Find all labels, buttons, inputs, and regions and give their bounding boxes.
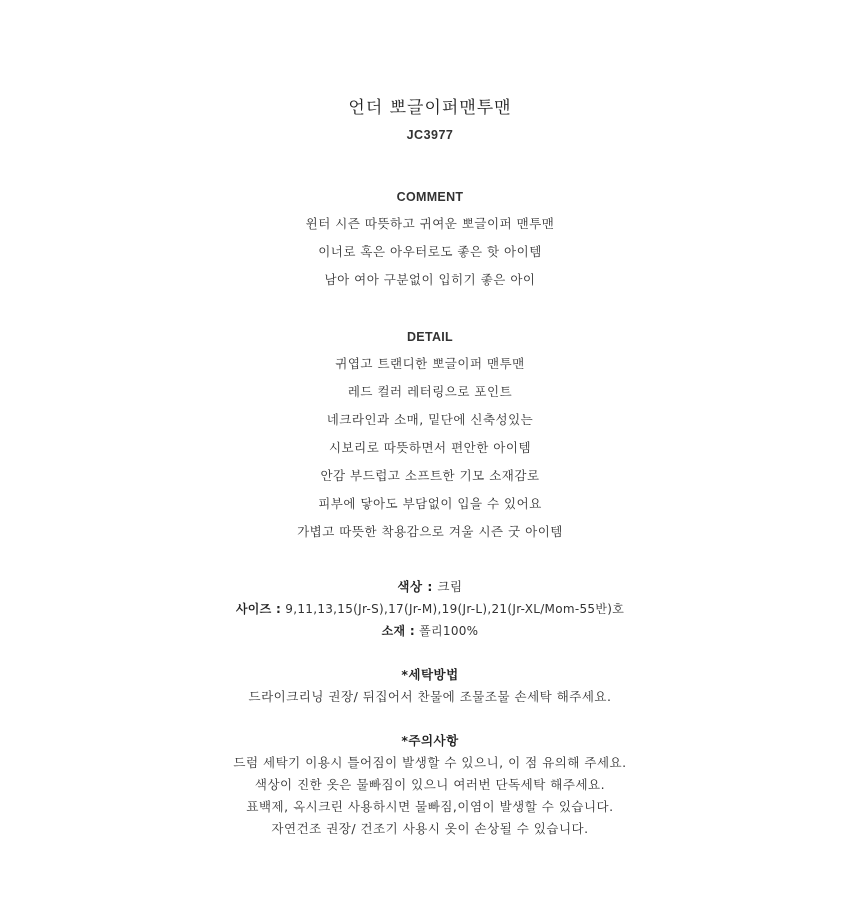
detail-line: 안감 부드럽고 소프트한 기모 소재감로 bbox=[320, 468, 540, 483]
detail-line: 네크라인과 소매, 밑단에 신축성있는 bbox=[326, 412, 534, 427]
product-code: JC3977 bbox=[406, 128, 454, 142]
spec-color bbox=[0, 579, 860, 595]
comment-line: 윈터 시즌 따뜻하고 귀여운 뽀글이퍼 맨투맨 bbox=[305, 216, 555, 231]
detail-line: 가볍고 따뜻한 착용감으로 겨울 시즌 굿 아이템 bbox=[297, 524, 563, 539]
detail-line: 귀엽고 트랜디한 뽀글이퍼 맨투맨 bbox=[335, 356, 525, 371]
spec-size-label: 사이즈 : bbox=[235, 602, 282, 616]
washing-line: 드라이크리닝 권장/ 뒤집어서 찬물에 조물조물 손세탁 해주세요. bbox=[248, 689, 612, 704]
spec-color-value: 크림 bbox=[437, 579, 463, 594]
spec-size bbox=[0, 601, 860, 617]
detail-heading: DETAIL bbox=[406, 330, 453, 344]
spec-size-value: 9,11,13,15(Jr-S),17(Jr-M),19(Jr-L),21(Jr-XL/Mom-55반)호 bbox=[285, 602, 625, 616]
spec-color-label: 색상 : bbox=[397, 579, 433, 594]
detail-line: 시보리로 따뜻하면서 편안한 아이템 bbox=[328, 440, 532, 455]
comment-line: 남아 여아 구분없이 입히기 좋은 아이 bbox=[324, 272, 536, 287]
caution-heading: *주의사항 bbox=[401, 733, 459, 748]
spec-material-value: 폴리100% bbox=[419, 624, 479, 638]
caution-line: 표백제, 옥시크린 사용하시면 물빠짐,이염이 발생할 수 있습니다. bbox=[246, 799, 614, 814]
detail-line: 피부에 닿아도 부담없이 입을 수 있어요 bbox=[318, 496, 542, 511]
comment-line: 이너로 혹은 아우터로도 좋은 핫 아이템 bbox=[318, 244, 542, 259]
comment-heading: COMMENT bbox=[396, 190, 464, 204]
caution-line: 색상이 진한 옷은 물빠짐이 있으니 여러번 단독세탁 해주세요. bbox=[254, 777, 606, 792]
caution-line: 드럼 세탁기 이용시 틀어짐이 발생할 수 있으니, 이 점 유의해 주세요. bbox=[233, 755, 627, 770]
spec-material-label: 소재 : bbox=[381, 624, 415, 638]
spec-material bbox=[0, 623, 860, 639]
caution-line: 자연건조 권장/ 건조기 사용시 옷이 손상될 수 있습니다. bbox=[271, 821, 589, 836]
detail-line: 레드 컬러 레터링으로 포인트 bbox=[347, 384, 513, 399]
product-name: 언더 뽀글이퍼맨투맨 bbox=[348, 98, 512, 118]
washing-heading: *세탁방법 bbox=[401, 667, 459, 682]
